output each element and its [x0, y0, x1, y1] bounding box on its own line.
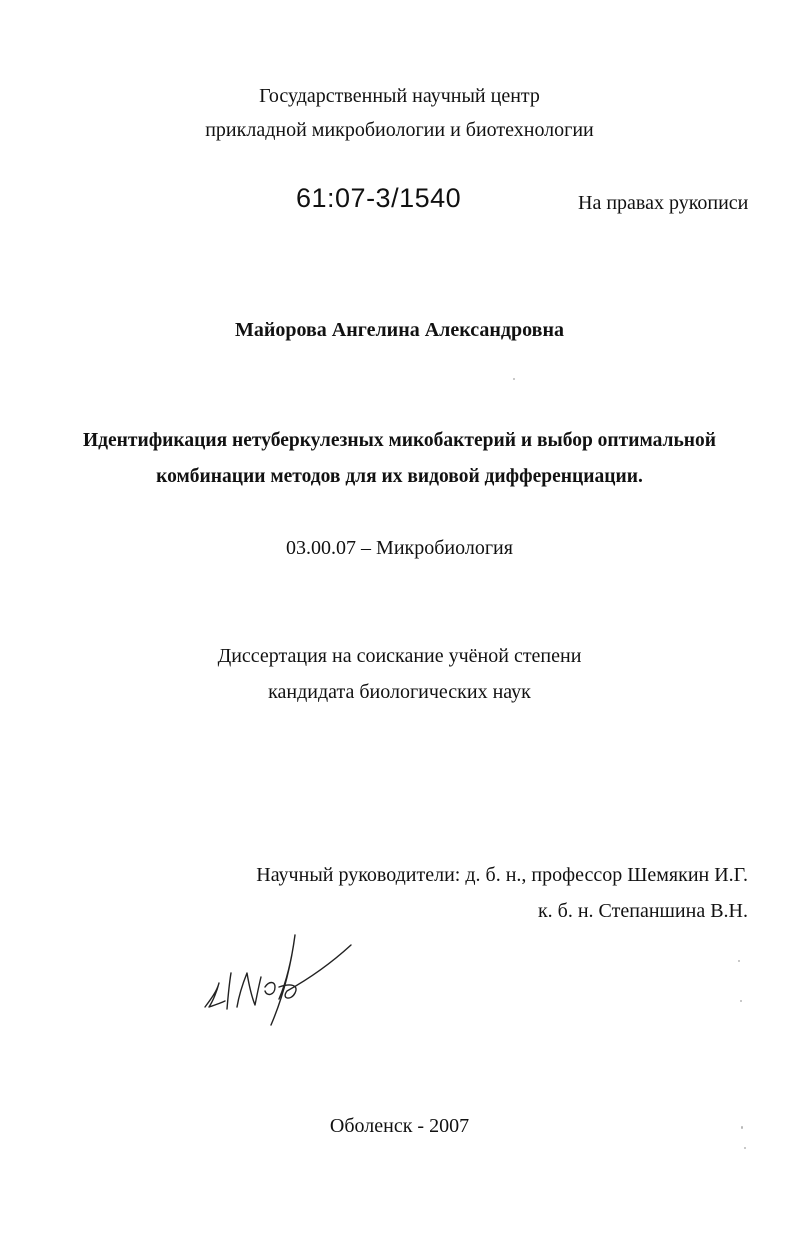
degree-line-2: кандидата биологических наук — [268, 681, 531, 703]
scan-speck — [741, 1126, 743, 1129]
organization-line-1: Государственный научный центр — [259, 85, 540, 107]
specialty-code: 03.00.07 – Микробиология — [286, 537, 513, 559]
scan-speck — [744, 1147, 746, 1149]
handwritten-signature — [195, 925, 360, 1030]
organization-line-2: прикладной микробиологии и биотехнологии — [205, 119, 594, 141]
scan-speck — [513, 378, 515, 380]
degree-line-1: Диссертация на соискание учёной степени — [217, 645, 582, 667]
scan-speck — [740, 1000, 742, 1002]
place-and-year: Оболенск - 2007 — [329, 1115, 470, 1137]
supervisors-line-1: Научный руководители: д. б. н., профессор Шемякин И.Г. — [256, 864, 748, 886]
dissertation-title-line-2: комбинации методов для их видовой дифференциации. — [156, 466, 643, 487]
scan-speck — [738, 960, 740, 962]
rights-notice: На правах рукописи — [578, 192, 749, 214]
author-name: Майорова Ангелина Александровна — [234, 319, 565, 341]
dissertation-title-line-1: Идентификация нетуберкулезных микобактерий и выбор оптимальной — [82, 430, 717, 451]
registration-number-stamp: 61:07-3/1540 — [296, 183, 462, 213]
supervisors-line-2: к. б. н. Степаншина В.Н. — [537, 900, 748, 922]
